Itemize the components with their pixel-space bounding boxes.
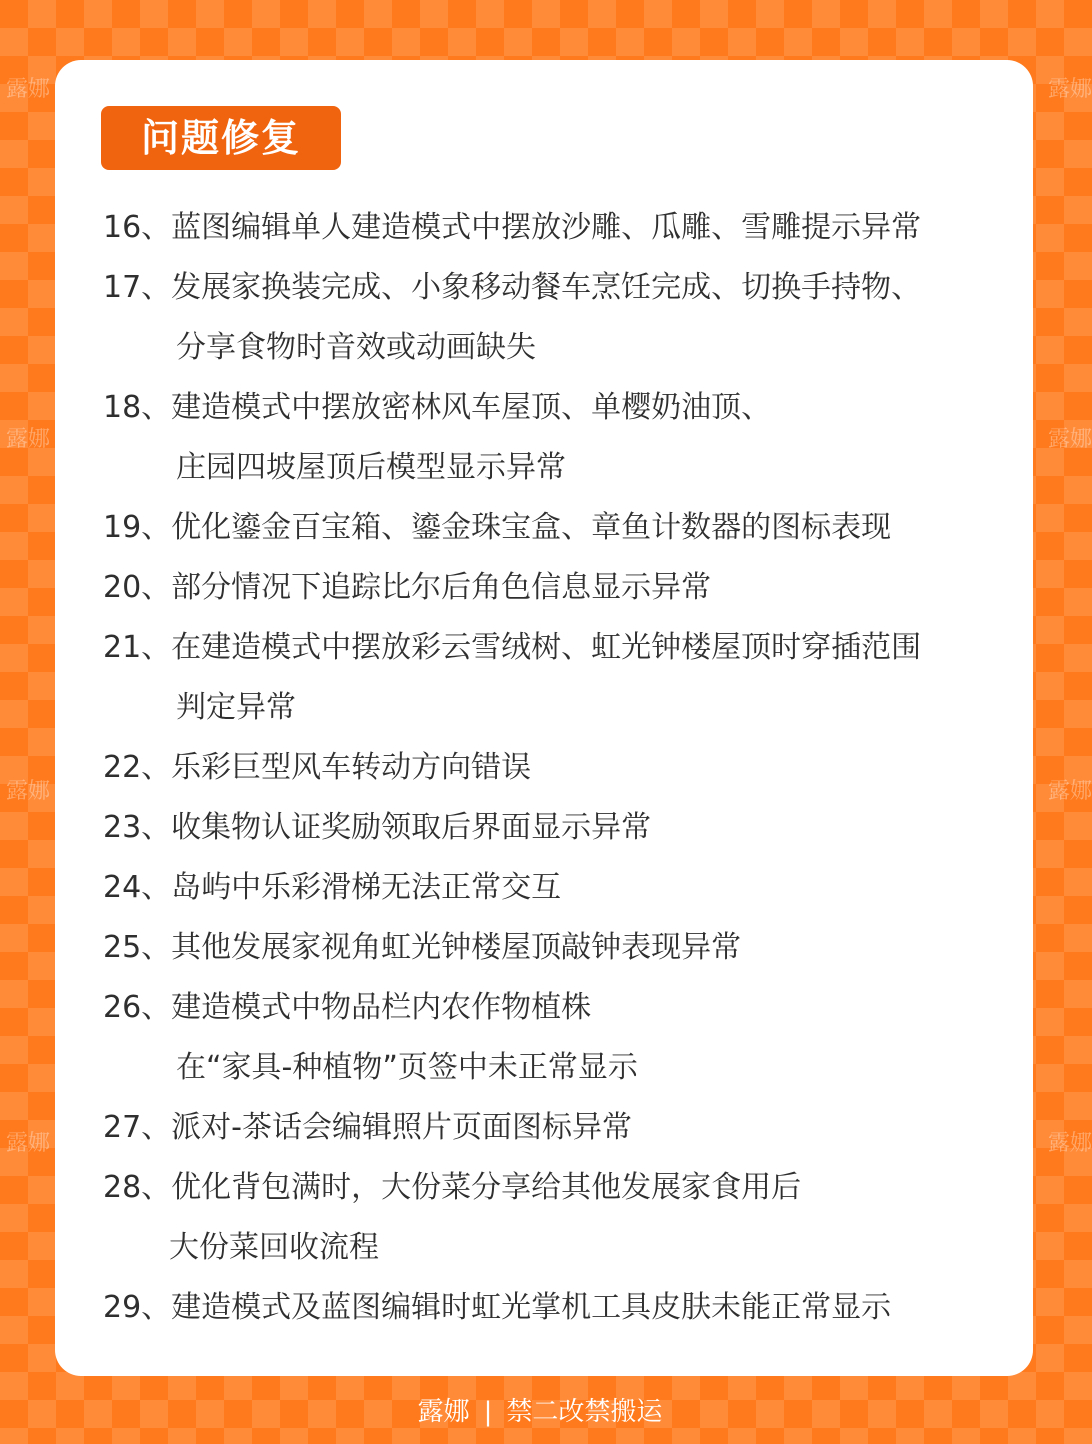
item-text: 18、建造模式中摆放密林风车屋顶、单樱奶油顶、 (103, 390, 772, 425)
list-item (103, 858, 1023, 918)
footer-notice: 禁二改禁搬运 (506, 1397, 663, 1427)
list-item (103, 1158, 1023, 1278)
list-item (103, 498, 1023, 558)
watermark-text: 露娜 (6, 779, 51, 804)
watermark-text: 露娜 (1048, 1131, 1092, 1156)
item-text: 24、岛屿中乐彩滑梯无法正常交互 (103, 870, 562, 905)
item-text-continued: 在“家具-种植物”页签中未正常显示 (176, 1050, 638, 1085)
content-card (55, 60, 1033, 1376)
item-text: 21、在建造模式中摆放彩云雪绒树、虹光钟楼屋顶时穿插范围 (103, 630, 922, 665)
list-item (103, 558, 1023, 618)
list-item (103, 618, 1023, 738)
list-item (103, 1278, 1023, 1338)
watermark-text: 露娜 (6, 427, 51, 452)
watermark-text: 露娜 (1048, 77, 1092, 102)
item-text: 23、收集物认证奖励领取后界面显示异常 (103, 810, 652, 845)
watermark-text: 露娜 (6, 1131, 51, 1156)
list-item (103, 198, 1023, 258)
list-item (103, 1098, 1023, 1158)
item-text: 26、建造模式中物品栏内农作物植株 (103, 990, 592, 1025)
fix-list (103, 198, 1023, 1338)
watermark-text: 露娜 (1048, 779, 1092, 804)
list-item (103, 258, 1023, 378)
item-text-continued: 分享食物时音效或动画缺失 (176, 330, 536, 365)
item-text: 25、其他发展家视角虹光钟楼屋顶敲钟表现异常 (103, 930, 742, 965)
item-text-continued: 大份菜回收流程 (169, 1230, 379, 1265)
item-text-continued: 判定异常 (176, 690, 296, 725)
list-item (103, 918, 1023, 978)
list-item (103, 978, 1023, 1098)
list-item (103, 738, 1023, 798)
footer-credit (0, 1392, 1080, 1432)
item-text: 20、部分情况下追踪比尔后角色信息显示异常 (103, 570, 712, 605)
watermark-text: 露娜 (1048, 427, 1092, 452)
item-text-continued: 庄园四坡屋顶后模型显示异常 (176, 450, 566, 485)
item-text: 29、建造模式及蓝图编辑时虹光掌机工具皮肤未能正常显示 (103, 1290, 892, 1325)
item-text: 22、乐彩巨型风车转动方向错误 (103, 750, 532, 785)
footer-separator: | (483, 1397, 493, 1427)
item-text: 27、派对-茶话会编辑照片页面图标异常 (103, 1110, 632, 1145)
item-text: 16、蓝图编辑单人建造模式中摆放沙雕、瓜雕、雪雕提示异常 (103, 210, 922, 245)
item-text: 28、优化背包满时，大份菜分享给其他发展家食用后 (103, 1170, 802, 1205)
item-text: 19、优化鎏金百宝箱、鎏金珠宝盒、章鱼计数器的图标表现 (103, 510, 892, 545)
footer-author: 露娜 (417, 1397, 470, 1427)
list-item (103, 798, 1023, 858)
watermark-text: 露娜 (6, 77, 51, 102)
list-item (103, 378, 1023, 498)
item-text: 17、发展家换装完成、小象移动餐车烹饪完成、切换手持物、 (103, 270, 922, 305)
section-title: 问题修复 (101, 106, 341, 170)
